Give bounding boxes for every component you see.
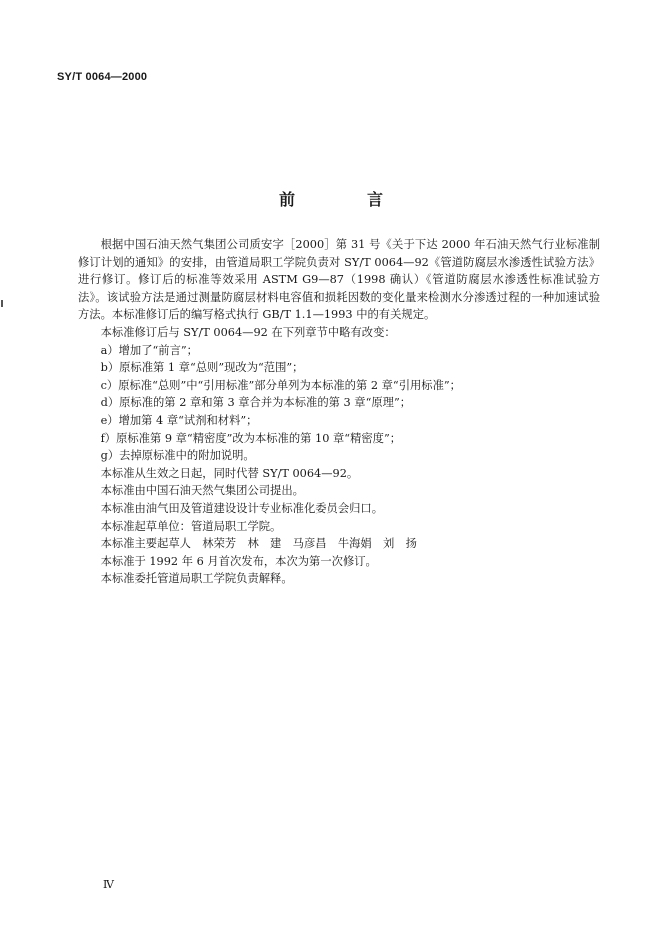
foreword-body bbox=[78, 236, 600, 588]
change-item-b: b）原标准第 1 章“总则”现改为“范围”； bbox=[100, 361, 304, 375]
change-item-d: d）原标准的第 2 章和第 3 章合并为本标准的第 3 章“原理”； bbox=[100, 396, 412, 410]
change-item-a: a）增加了“前言”； bbox=[100, 343, 198, 357]
centralized-statement: 本标准由油气田及管道建设设计专业标准化委员会归口。 bbox=[100, 501, 384, 515]
drafters-statement: 本标准主要起草人 林荣芳 林 建 马彦昌 牛海娟 刘 扬 bbox=[100, 537, 417, 551]
page-number: Ⅳ bbox=[103, 878, 114, 891]
change-item-e: e）增加第 4 章“试剂和材料”； bbox=[100, 413, 258, 427]
scan-artifact bbox=[1, 300, 3, 307]
change-item-f: f）原标准第 9 章“精密度”改为本标准的第 10 章“精密度”； bbox=[100, 431, 402, 445]
intro-paragraph: 根据中国石油天然气集团公司质安字［2000］第 31 号《关于下达 2000 年石油天然气行业标准制修订计划的通知》的安排，由管道局职工学院负责对 SY/T 0064—92《管道防腐层水渗透性试验方法》进行修订。修订后的标准等效采用 ASTM G9—87（1998 确认）《管道防腐层水渗透性标准试验方法》。该试验方法是通过测量防腐层材料电容值和损耗因数的变化量来检测水分渗透过程的一种加速试验方法。本标准修订后的编写格式执行 GB/T 1.1—1993 中的有关规定。 bbox=[78, 238, 600, 322]
change-item-c: c）原标准“总则”中“引用标准”部分单列为本标准的第 2 章“引用标准”； bbox=[100, 378, 461, 392]
change-item-g: g）去掉原标准中的附加说明。 bbox=[100, 449, 255, 463]
section-title: 前 言 bbox=[278, 190, 411, 209]
publication-history-statement: 本标准于 1992 年 6 月首次发布，本次为第一次修订。 bbox=[100, 554, 377, 568]
changes-intro-paragraph: 本标准修订后与 SY/T 0064—92 在下列章节中略有改变： bbox=[100, 325, 396, 339]
interpretation-statement: 本标准委托管道局职工学院负责解释。 bbox=[100, 572, 293, 586]
replacement-statement: 本标准从生效之日起，同时代替 SY/T 0064—92。 bbox=[100, 466, 359, 480]
proposer-statement: 本标准由中国石油天然气集团公司提出。 bbox=[100, 484, 304, 498]
drafting-unit-statement: 本标准起草单位：管道局职工学院。 bbox=[100, 519, 282, 533]
standard-code-header: SY/T 0064—2000 bbox=[57, 71, 148, 83]
